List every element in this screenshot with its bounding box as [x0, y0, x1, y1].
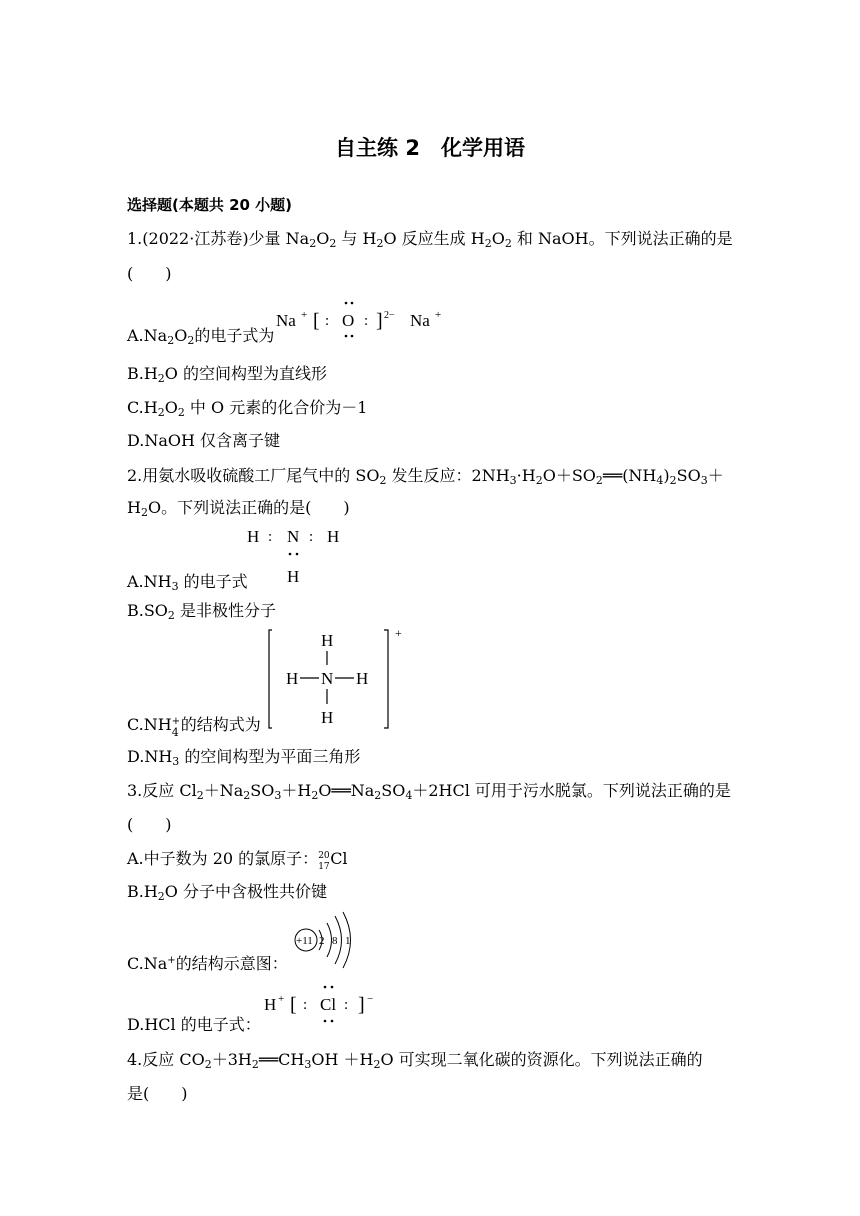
page-title: 自主练 2 化学用语 — [335, 136, 525, 160]
formula-text: H — [287, 567, 300, 586]
question-3-option-c: C.Na+的结构示意图： — [127, 954, 288, 973]
formula-text: H — [264, 995, 277, 1014]
question-2-option-b: $B.SO_2$ 是非极性分子 — [127, 601, 277, 622]
formula-text: ] — [376, 310, 383, 332]
formula-text: : — [344, 997, 349, 1013]
formula-text: : — [309, 529, 314, 545]
formula-text: : — [268, 529, 273, 545]
formula-text: + — [301, 309, 308, 321]
formula-text: [ — [290, 994, 297, 1016]
section-heading: 选择题(本题共 20 小题) — [127, 196, 293, 214]
formula-text: H — [356, 669, 369, 688]
na-ion-structure-diagram — [290, 910, 365, 970]
nh4-structural-formula — [265, 624, 410, 732]
formula-text: ] — [358, 994, 365, 1016]
question-1-stem: 1.(2022·江苏卷)少量 $Na_2O_2$ 与 $H_2O$ 反应生成 $H_2O_2$ 和 NaOH。下列说法正确的是 — [127, 229, 733, 250]
formula-text: : — [364, 313, 369, 329]
hcl-electron-formula — [260, 980, 385, 1030]
question-4-stem-continued: 是( ) — [127, 1084, 188, 1103]
nh3-electron-formula — [243, 522, 363, 588]
question-2-stem-continued: $H_2O$。下列说法正确的是( ) — [127, 498, 350, 519]
formula-text: N — [287, 527, 300, 546]
formula-text: + — [278, 993, 285, 1005]
formula-text: Na — [276, 311, 296, 330]
question-3-option-a: A.中子数为 20 的氯原子： 20 17 Cl — [127, 849, 348, 872]
formula-text: H — [327, 527, 340, 546]
formula-text: Na — [410, 311, 430, 330]
question-2-option-d: $D.NH_3$ 的空间构型为平面三角形 — [127, 747, 361, 768]
formula-text: + — [395, 626, 402, 640]
question-3-option-b: $B.H_2O$ 分子中含极性共价键 — [127, 882, 328, 903]
question-1-answer-bracket: ( ) — [127, 264, 172, 283]
formula-text: [ — [313, 310, 320, 332]
question-3-stem: 3.反应 $Cl_2+Na_2SO_3+H_2O══Na_2SO_4+2HCl$ 可用于污水脱氯。下列说法正确的是 — [127, 781, 731, 802]
formula-text: O — [342, 311, 355, 330]
formula-text: Cl — [320, 995, 337, 1014]
formula-text: H — [286, 669, 299, 688]
question-1-option-a: $A.Na_2O_2$的电子式为 — [127, 326, 275, 347]
formula-text: + — [435, 309, 442, 321]
question-3-option-d: D.HCl 的电子式： — [127, 1015, 261, 1034]
formula-text: N — [321, 669, 334, 688]
formula-text: H — [247, 527, 260, 546]
formula-text: : — [325, 313, 330, 329]
formula-text: H — [321, 708, 334, 727]
formula-text: 1 — [345, 935, 351, 947]
formula-text: 8 — [332, 935, 338, 947]
question-4-stem: 4.反应 $CO_2+3H_2══CH_3OH +H_2O$ 可实现二氧化碳的资源化。下列说法正确的 — [127, 1050, 703, 1071]
formula-text: 2 — [319, 935, 325, 947]
question-1-option-c: $C.H_2O_2$ 中 O 元素的化合价为－1 — [127, 398, 368, 419]
question-1-option-d: D.NaOH 仅含离子键 — [127, 431, 281, 450]
question-1-option-b: $B.H_2O$ 的空间构型为直线形 — [127, 364, 328, 385]
question-2-option-a: $A.NH_3$ 的电子式 — [127, 572, 248, 593]
question-3-answer-bracket: ( ) — [127, 815, 172, 834]
formula-text: +11 — [296, 935, 313, 947]
na2o2-electron-formula — [272, 292, 462, 344]
formula-text: − — [367, 993, 374, 1005]
question-2-stem: 2.用氨水吸收硫酸工厂尾气中的 $SO_2$ 发生反应：$2NH_3\cdot H_2O+SO_2══(NH_4)_2SO_3+$ — [127, 466, 724, 487]
question-2-option-c: C.NH + 4 的结构式为 — [127, 715, 261, 739]
formula-text: : — [303, 997, 308, 1013]
formula-text: 2− — [384, 310, 395, 321]
formula-text: H — [321, 631, 334, 650]
